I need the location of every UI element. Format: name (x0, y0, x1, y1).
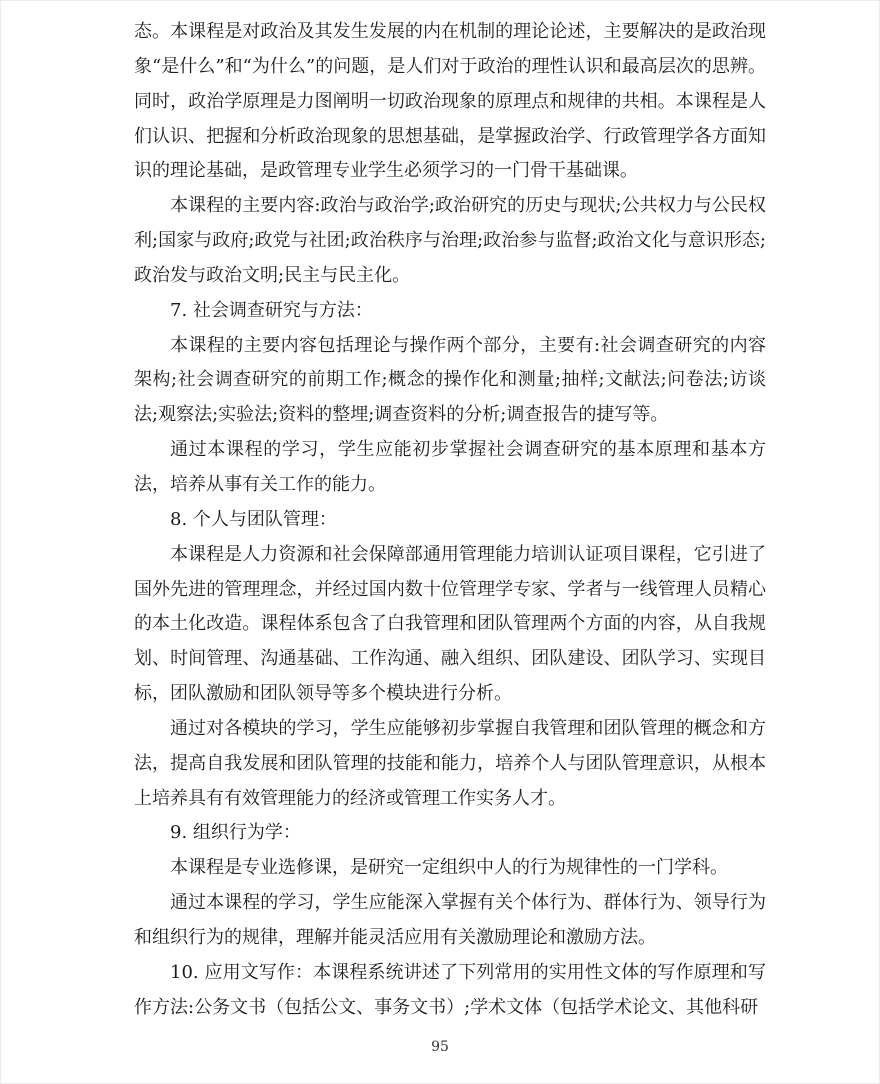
page-footer (1, 1039, 879, 1055)
paragraph-course-9-intro: 本课程是专业选修课，是研究一定组织中人的行为规律性的一门学科。 (170, 857, 728, 879)
paragraph-course-7-content: 本课程的主要内容包括理论与操作两个部分，主要有:社会调查研究的内容架构;社会调查研究的前期工作;概念的操作化和测量;抽样;文献法;问卷法;访谈法;观察法;实验法;资料的整埋;调查资料的分析;调查报告的捷写等。 (134, 334, 766, 426)
heading-course-8-team-management: 8. 个人与团队管理： (170, 508, 337, 530)
document-body (134, 15, 766, 1025)
paragraph-course-10-practical-writing: 10. 应用文写作：本课程系统讲述了下列常用的实用性文体的写作原理和写作方法:公务文书（包括公文、事务文书）;学术文体（包括学术论文、其他科研 (134, 961, 766, 1018)
paragraph-course-8-goal: 通过对各模块的学习，学生应能够初步掌握自我管理和团队管理的概念和方法，提高自我发展和团队管理的技能和能力，培养个人与团队管理意识，从根本上培养具有有效管理能力的经济或管理工作实务人才。 (134, 717, 766, 809)
paragraph-politics-course-content: 本课程的主要内容:政治与政治学;政治研究的历史与现状;公共权力与公民权利;国家与政府;政党与社团;政治秩序与治理;政治参与监督;政治文化与意识形态;政治发与政治文明;民主与民主化。 (134, 195, 766, 286)
paragraph-course-8-intro: 本课程是人力资源和社会保障部通用管理能力培训认证项目课程，它引进了国外先进的管理理念，并经过国内数十位管理学专家、学者与一线管理人员精心的本土化改造。课程体系包含了白我管理和团队管理两个方面的内容，从自我规划、时间管理、沟通基础、工作沟通、融入组织、团队建设、团队学习、实现目标，团队激励和团队领导等多个模块进行分析。 (134, 543, 766, 705)
paragraph-course-7-goal: 通过本课程的学习，学生应能初步掌握社会调查研究的基本原理和基本方法，培养从事有关工作的能力。 (134, 439, 766, 495)
heading-course-7-social-survey: 7. 社会调查研究与方法： (170, 299, 373, 321)
heading-course-9-organizational-behavior: 9. 组织行为学： (170, 822, 301, 844)
page-number: 95 (431, 1039, 449, 1055)
paragraph-course-9-goal: 通过本课程的学习，学生应能深入掌握有关个体行为、群体行为、领导行为和组织行为的规律，理解并能灵活应用有关激励理论和激励方法。 (134, 892, 766, 948)
paragraph-politics-course-description: 态。本课程是对政治及其发生发展的内在机制的理论论述，主要解决的是政治现象“是什么”和“为什么”的问题，是人们对于政治的理性认识和最高层次的思辨。同时，政治学原理是力图阐明一切政治现象的原理点和规律的共相。本课程是人们认识、把握和分析政治现象的思想基础，是掌握政治学、行政管理学各方面知识的理论基础，是政管理专业学生必须学习的一门骨干基础课。 (134, 21, 766, 182)
